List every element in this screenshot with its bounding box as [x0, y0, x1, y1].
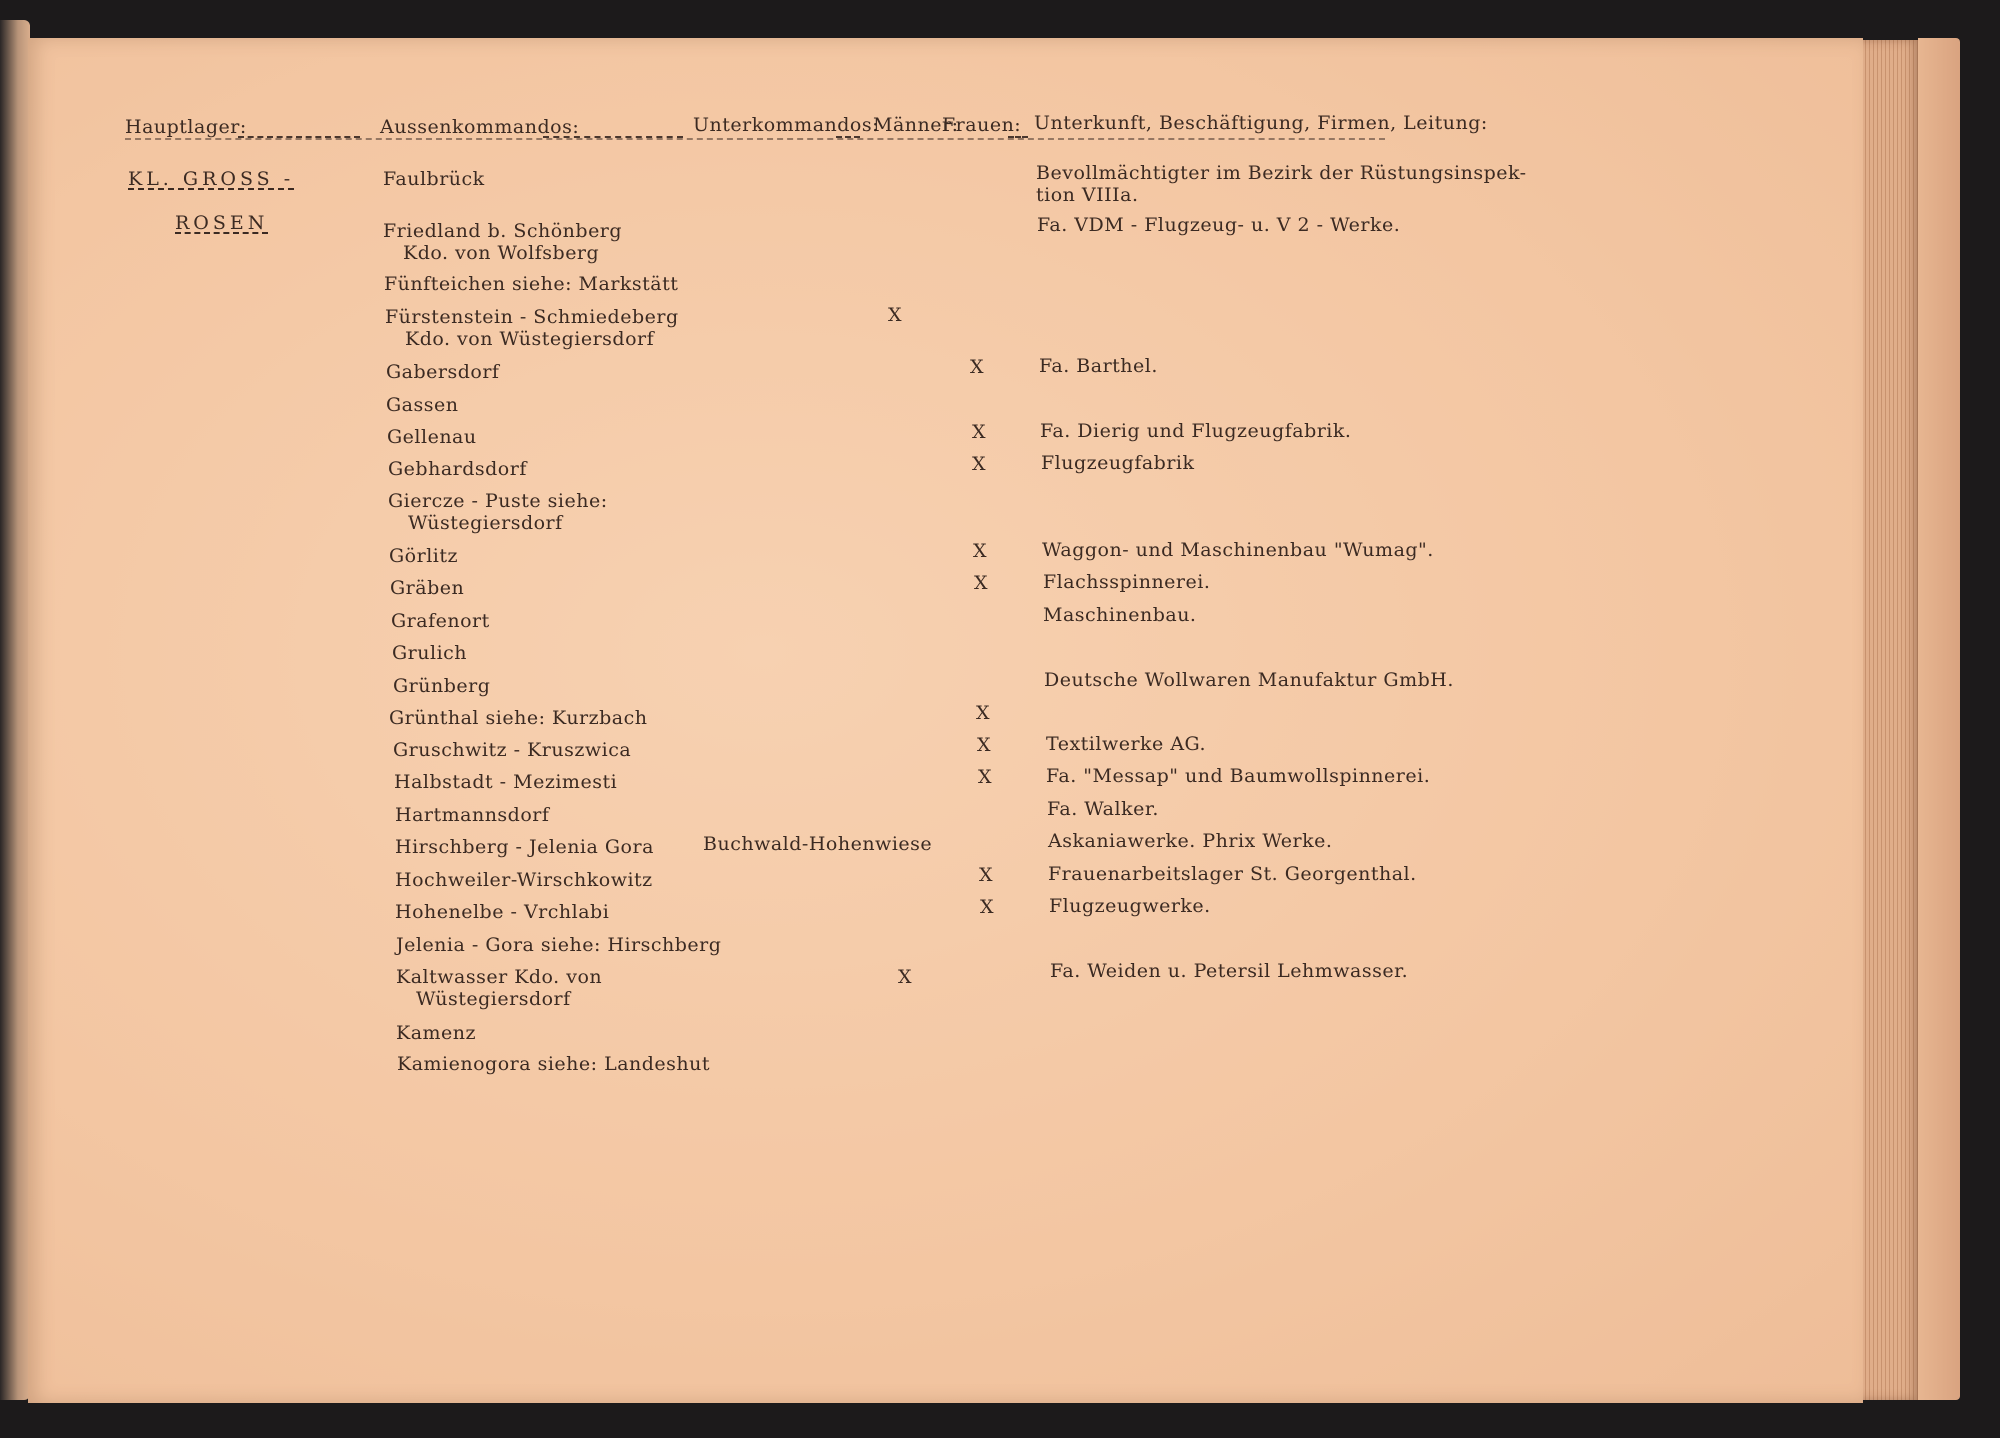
row-unterkommando: Buchwald-Hohenwiese — [703, 833, 933, 855]
row-aussenkommando: Gellenau — [387, 426, 477, 448]
row-unterkunft-info: Textilwerke AG. — [1046, 733, 1207, 755]
row-unterkunft-info: Fa. "Messap" und Baumwollspinnerei. — [1046, 765, 1431, 787]
header-frauen: Frauen: — [942, 114, 1022, 136]
row-unterkunft-info: Fa. Walker. — [1047, 798, 1159, 820]
row-frauen-mark: X — [976, 702, 991, 724]
row-unterkunft-info: Fa. Dierig und Flugzeugfabrik. — [1040, 420, 1352, 442]
row-frauen-mark: X — [973, 540, 988, 562]
row-aussenkommando-line2: Wüstegiersdorf — [408, 512, 563, 534]
document-content — [28, 38, 1863, 1403]
row-aussenkommando: Kamienogora siehe: Landeshut — [397, 1053, 711, 1075]
page-stack-edge — [1858, 40, 1920, 1400]
row-aussenkommando: Fürstenstein - Schmiedeberg — [385, 306, 679, 328]
row-aussenkommando: Jelenia - Gora siehe: Hirschberg — [396, 934, 722, 956]
row-aussenkommando: Hartmannsdorf — [395, 804, 550, 826]
row-aussenkommando: Giercze - Puste siehe: — [388, 490, 608, 512]
row-aussenkommando: Gebhardsdorf — [388, 458, 527, 480]
row-maenner-mark: X — [888, 304, 903, 326]
row-frauen-mark: X — [979, 864, 994, 886]
row-aussenkommando: Friedland b. Schönberg — [383, 220, 623, 242]
row-frauen-mark: X — [972, 453, 987, 475]
row-frauen-mark: X — [977, 734, 992, 756]
row-unterkunft-info: Flugzeugfabrik — [1041, 452, 1195, 474]
row-unterkunft-info: Maschinenbau. — [1043, 604, 1197, 626]
row-aussenkommando: Gruschwitz - Kruszwica — [393, 739, 632, 761]
row-unterkunft-info: Frauenarbeitslager St. Georgenthal. — [1048, 863, 1417, 885]
header-hauptlager: Hauptlager: — [125, 116, 247, 138]
row-unterkunft-info: Askaniawerke. Phrix Werke. — [1048, 830, 1333, 852]
row-unterkunft-info: Flugzeugwerke. — [1049, 895, 1211, 917]
header-unterkommandos: Unterkommandos: — [693, 114, 880, 136]
row-aussenkommando: Fünfteichen siehe: Markstätt — [384, 273, 679, 295]
row-unterkunft-info: Bevollmächtigter im Bezirk der Rüstungsinspek- — [1036, 162, 1527, 184]
header-aussenkommandos: Aussenkommandos: — [380, 116, 580, 138]
row-unterkunft-info-line2: tion VIIIa. — [1036, 184, 1139, 206]
row-aussenkommando: Gräben — [390, 577, 465, 599]
row-aussenkommando: Hochweiler-Wirschkowitz — [395, 869, 653, 891]
left-page-edge — [0, 20, 30, 1400]
row-unterkunft-info: Waggon- und Maschinenbau "Wumag". — [1042, 539, 1434, 561]
header-unterkunft: Unterkunft, Beschäftigung, Firmen, Leitung: — [1034, 112, 1488, 134]
row-aussenkommando: Hohenelbe - Vrchlabi — [395, 901, 610, 923]
row-frauen-mark: X — [978, 766, 993, 788]
row-frauen-mark: X — [970, 356, 985, 378]
row-unterkunft-info: Fa. Barthel. — [1039, 355, 1158, 377]
row-aussenkommando-line2: Kdo. von Wüstegiersdorf — [405, 328, 655, 350]
row-frauen-mark: X — [972, 421, 987, 443]
row-aussenkommando-line2: Wüstegiersdorf — [416, 988, 571, 1010]
row-aussenkommando: Grulich — [392, 642, 468, 664]
row-aussenkommando: Grünthal siehe: Kurzbach — [389, 707, 648, 729]
hauptlager-name-line1: KL. GROSS - — [128, 168, 295, 190]
row-unterkunft-info: Deutsche Wollwaren Manufaktur GmbH. — [1044, 669, 1454, 691]
row-unterkunft-info: Fa. Weiden u. Petersil Lehmwasser. — [1050, 960, 1409, 982]
row-aussenkommando: Gassen — [386, 394, 459, 416]
row-aussenkommando: Görlitz — [389, 545, 458, 567]
row-unterkunft-info: Fa. VDM - Flugzeug- u. V 2 - Werke. — [1037, 214, 1401, 236]
row-aussenkommando: Halbstadt - Mezimesti — [394, 771, 618, 793]
row-aussenkommando: Hirschberg - Jelenia Gora — [395, 836, 654, 858]
row-aussenkommando: Kaltwasser Kdo. von — [396, 966, 603, 988]
row-aussenkommando: Gabersdorf — [386, 361, 500, 383]
row-frauen-mark: X — [980, 896, 995, 918]
row-aussenkommando: Grünberg — [393, 675, 491, 697]
hauptlager-name-line2: ROSEN — [175, 212, 269, 234]
row-unterkunft-info: Flachsspinnerei. — [1043, 571, 1211, 593]
row-aussenkommando-line2: Kdo. von Wolfsberg — [403, 242, 600, 264]
right-cover-edge — [1918, 38, 1960, 1400]
header-underline — [125, 138, 1385, 140]
row-frauen-mark: X — [974, 572, 989, 594]
row-maenner-mark: X — [898, 966, 913, 988]
header-maenner: Männer: — [873, 114, 959, 136]
row-aussenkommando: Grafenort — [391, 610, 490, 632]
row-aussenkommando: Faulbrück — [383, 168, 485, 190]
row-aussenkommando: Kamenz — [396, 1022, 477, 1044]
